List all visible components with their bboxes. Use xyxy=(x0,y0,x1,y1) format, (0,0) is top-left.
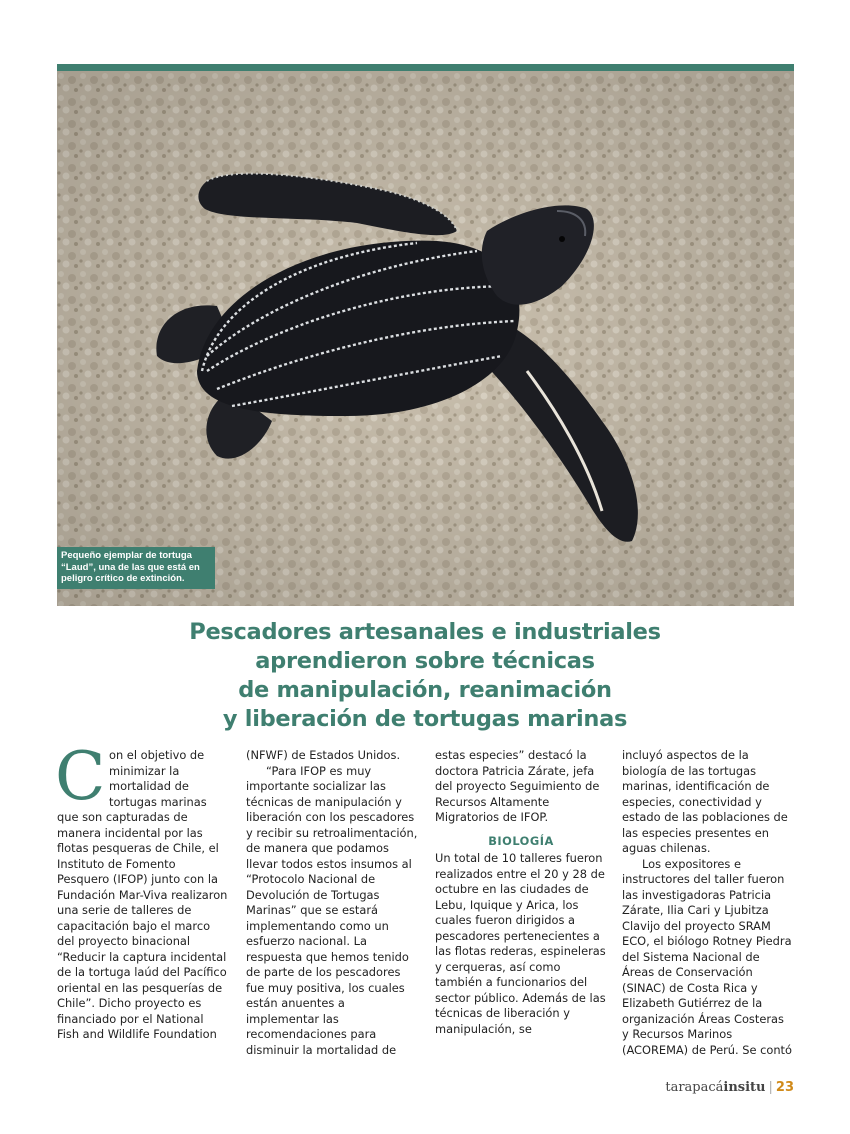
body-paragraph: “Para IFOP es muy importante socializar las técnicas de manipulación y liberación con los pescadores y recibir su retroalimentación, de manera que podamos llevar todos estos insumos al “Protocolo Nacional de Devolución de Tortugas Marinas” que se estará implementando como un esfuerzo nacional. La respuesta que hemos tenido de parte de los pescadores fue muy positiva, los cuales están anuentes a implementar las recomendaciones para disminuir la mortalidad de xyxy=(246,763,418,1057)
top-accent-rule xyxy=(57,64,794,71)
body-paragraph: on el objetivo de minimizar la mortalidad de tortugas marinas que son capturadas de manera incidental por las flotas pesqueras de Chile, el Instituto de Fomento Pesquero (IFOP) junto con la Fundación Mar-Viva realizaron una serie de talleres de capacitación bajo el marco del proyecto binacional “Reducir la captura incidental de la tortuga laúd del Pacífico oriental en las pesquerías de Chile”. Dicho proyecto es financiado por el National Fish and Wildlife Foundation xyxy=(57,748,228,1041)
headline-line-4: y liberación de tortugas marinas xyxy=(222,706,628,732)
brand-name-regular: tarapacá xyxy=(665,1080,724,1095)
body-paragraph: estas especies” destacó la doctora Patricia Zárate, jefa del proyecto Seguimiento de Recursos Altamente Migratorios de IFOP. xyxy=(435,748,600,824)
drop-cap: C xyxy=(55,738,106,815)
body-paragraph: Los expositores e instructores del taller fueron las investigadoras Patricia Zárate, Ilia Cari y Ljubitza Clavijo del proyecto SRAM ECO, el biólogo Rotney Piedra del Sistema Nacional de Áreas de Conservación (SINAC) de Costa Rica y Elizabeth Gutiérrez de la organización Áreas Costeras y Recursos Marinos (ACOREMA) de Perú. Se contó xyxy=(622,856,792,1057)
page-footer xyxy=(665,1080,794,1095)
article-column-2 xyxy=(246,748,418,1058)
headline-line-2: aprendieron sobre técnicas xyxy=(255,648,595,674)
headline-line-3: de manipulación, reanimación xyxy=(238,677,612,703)
article-headline xyxy=(100,618,750,734)
body-paragraph: incluyó aspectos de la biología de las tortugas marinas, identificación de especies, conectividad y estado de las poblaciones de las especies presentes en aguas chilenas. xyxy=(622,748,788,855)
brand-name-bold: insitu xyxy=(723,1080,766,1095)
footer-separator: | xyxy=(768,1080,773,1095)
body-paragraph: Un total de 10 talleres fueron realizados entre el 20 y 28 de octubre en las ciudades de Lebu, Iquique y Arica, los cuales fueron dirigidos a pescadores pertenecientes a las flotas rederas, espineleras y cerqueras, así como también a funcionarios del sector público. Además de las técnicas de liberación y manipulación, se xyxy=(435,851,606,1036)
body-paragraph: (NFWF) de Estados Unidos. xyxy=(246,748,401,762)
headline-line-1: Pescadores artesanales e industriales xyxy=(189,619,661,645)
article-column-4 xyxy=(622,748,794,1058)
article-column-1 xyxy=(55,738,229,1043)
article-column-3 xyxy=(435,748,607,1037)
page-number: 23 xyxy=(775,1080,794,1095)
turtle-photo xyxy=(57,71,794,606)
section-heading: BIOLOGÍA xyxy=(488,833,554,848)
photo-caption: Pequeño ejemplar de tortuga “Laud”, una de las que está en peligro crítico de extinción. xyxy=(57,547,215,589)
